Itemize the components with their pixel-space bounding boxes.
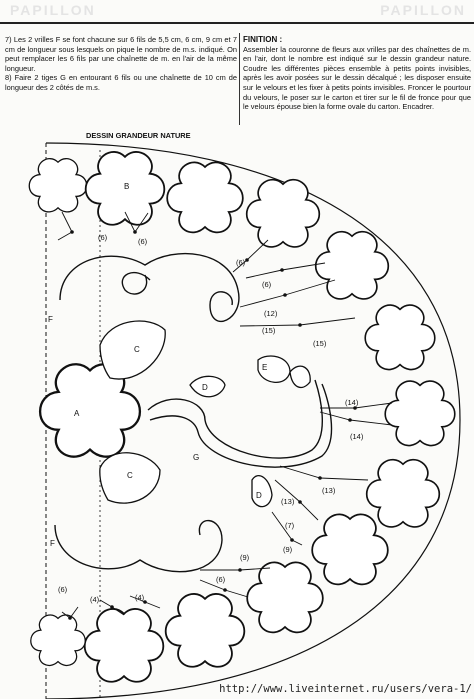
- chain-count: (4): [90, 595, 100, 604]
- flower: [167, 162, 243, 232]
- chain-count: (6): [138, 237, 148, 246]
- chain-count: (9): [240, 553, 250, 562]
- flower-bottom-left: [31, 615, 85, 665]
- chain-count: (9): [283, 545, 293, 554]
- finition-title: FINITION :: [243, 35, 283, 44]
- label-f-1: F: [48, 315, 53, 324]
- instruction-step-7: 7) Les 2 vrilles F se font chacune sur 6 fils de 5,5 cm, 6 cm, 9 cm et 7 cm de longueur sous lesquels on pique le nombre de m.s. indiqué. On peut remplacer les 6 fils par une chaînette de m. en l'air de la même longueur.: [5, 35, 237, 73]
- chain-count: (6): [58, 585, 68, 594]
- header-right-text: PAPILLON: [380, 2, 466, 18]
- chain-count: (13): [281, 497, 295, 506]
- label-c-1: C: [134, 345, 140, 354]
- leaf-c-upper: [100, 321, 165, 379]
- flower: [85, 609, 164, 682]
- label-g: G: [193, 453, 200, 462]
- flower-top-left: [29, 159, 86, 212]
- chain-count: (14): [350, 432, 364, 441]
- chain-count: (6): [216, 575, 226, 584]
- chain-count: (12): [264, 309, 278, 318]
- label-a: A: [74, 409, 80, 418]
- chain-count: (6): [236, 258, 246, 267]
- label-e: E: [262, 363, 268, 372]
- chain-count: (13): [322, 486, 336, 495]
- leaf-d-lower: [252, 476, 272, 507]
- flower: [247, 180, 320, 247]
- chain-count: (15): [262, 326, 276, 335]
- flower: [312, 514, 388, 584]
- instruction-step-8: 8) Faire 2 tiges G en entourant 6 fils ou une chaînette de 10 cm de longueur des 2 côtés de m.s.: [5, 73, 237, 92]
- label-b: B: [124, 182, 130, 191]
- watermark-url: http://www.liveinternet.ru/users/vera-1/: [219, 683, 472, 695]
- flower: [247, 562, 323, 632]
- flower: [367, 460, 440, 527]
- finition-text: Assembler la couronne de fleurs aux vrilles par des chaînettes de m. en l'air, dont le nombre est indiqué sur le dessin grandeur nature. Coudre les différentes pièces ensemble à petits points invisibles, après les avoir posées sur le dessin décalqué ; les disposer ensuite sur le velours et les fixer à petits points invisibles. Froncer le pourtour du velours, le poser sur le carton et tirer sur le fil de fronce pour que le velours épouse bien la forme ovale du carton. Encadrer.: [243, 44, 471, 112]
- chain-count: (6): [98, 233, 108, 242]
- chain-count: (7): [285, 521, 295, 530]
- flower: [365, 305, 435, 369]
- chain-count: (14): [345, 398, 359, 407]
- chain-count: (15): [313, 339, 327, 348]
- flower: [166, 594, 245, 667]
- flower: [385, 381, 455, 445]
- chain-count: (4): [135, 593, 145, 602]
- label-c-2: C: [127, 471, 133, 480]
- label-f-2: F: [50, 539, 55, 548]
- label-d-1: D: [202, 383, 208, 392]
- flower: [316, 232, 389, 299]
- label-d-2: D: [256, 491, 262, 500]
- diagram-title: DESSIN GRANDEUR NATURE: [86, 131, 191, 140]
- chain-count: (6): [262, 280, 272, 289]
- header-left-text: PAPILLON: [10, 2, 96, 18]
